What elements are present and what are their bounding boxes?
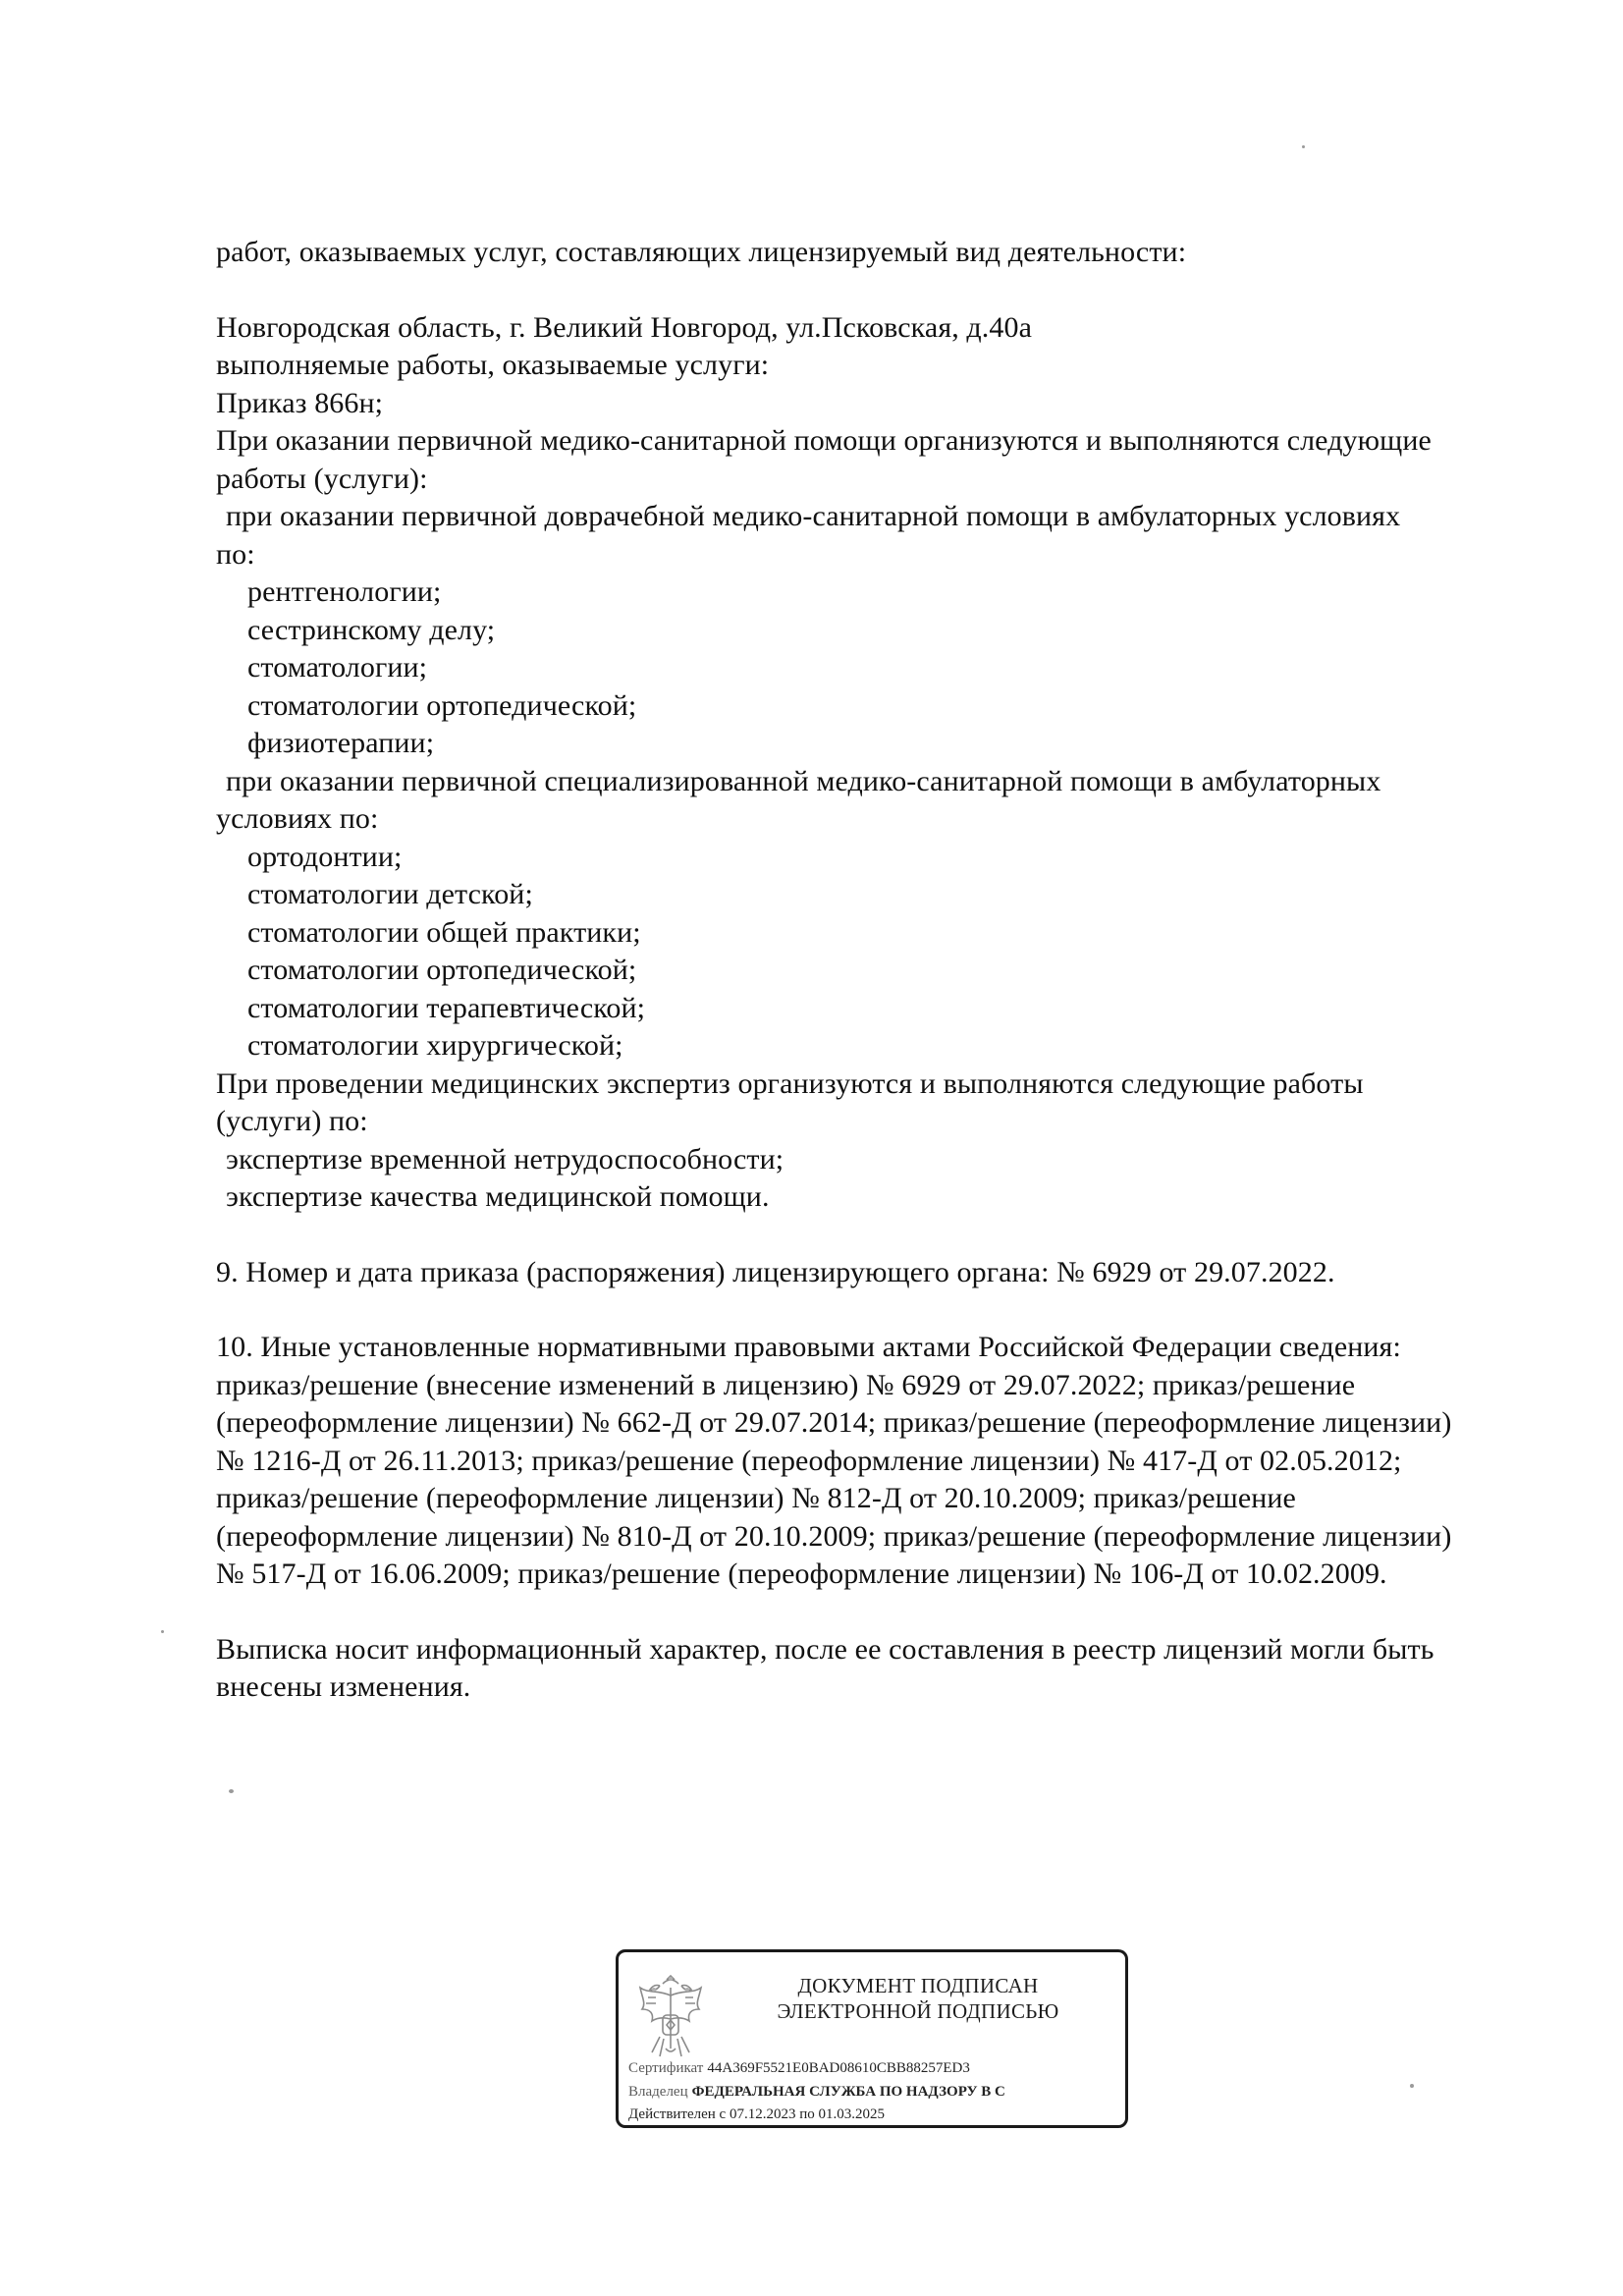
list-item: стоматологии терапевтической; [247, 991, 646, 1024]
section-10-line: приказ/решение (внесение изменений в лицензию) № 6929 от 29.07.2022; приказ/решение [216, 1368, 1356, 1401]
certificate-row [628, 2060, 970, 2077]
disclaimer-line: Выписка носит информационный характер, после ее составления в реестр лицензий могли быть [216, 1632, 1434, 1666]
section-10-line: 10. Иные установленные нормативными правовыми актами Российской Федерации сведения: [216, 1331, 1401, 1363]
lead-line: работ, оказываемых услуг, составляющих лицензируемый вид деятельности: [216, 236, 1187, 268]
list-item: стоматологии ортопедической; [247, 954, 637, 986]
expertise-heading-cont: (услуги) по: [216, 1105, 368, 1137]
section-10-line: приказ/решение (переоформление лицензии) № 812-Д от 20.10.2009; приказ/решение [216, 1482, 1296, 1514]
list-item: стоматологии; [247, 651, 428, 683]
double-headed-eagle-emblem-icon [630, 1974, 711, 2064]
section-10-line: № 517-Д от 16.06.2009; приказ/решение (переоформление лицензии) № 106-Д от 10.02.2009. [216, 1558, 1387, 1590]
electronic-signature-stamp [616, 1949, 1128, 2128]
list-item: ортодонтии; [247, 840, 403, 873]
stamp-heading-line-2: ЭЛЕКТРОННОЙ ПОДПИСЬЮ [777, 1999, 1059, 2023]
works-label: выполняемые работы, оказываемые услуги: [216, 349, 770, 381]
list-item: стоматологии детской; [247, 878, 533, 910]
primary-care-heading: При оказании первичной медико-санитарной помощи организуются и выполняются следующие [216, 424, 1432, 457]
owner-row [628, 2084, 1005, 2101]
pre-doctor-heading-cont: по: [216, 537, 255, 571]
list-item: стоматологии общей практики; [247, 915, 641, 949]
list-item: стоматологии хирургической; [247, 1029, 623, 1062]
owner-label: Владелец [628, 2084, 688, 2100]
section-10-line: (переоформление лицензии) № 662-Д от 29.07.2014; приказ/решение (переоформление лицензии) [216, 1406, 1452, 1439]
order-reference: Приказ 866н; [216, 386, 384, 419]
list-item: экспертизе качества медицинской помощи. [226, 1180, 770, 1213]
scan-speck [1302, 145, 1305, 148]
owner-value: ФЕДЕРАЛЬНАЯ СЛУЖБА ПО НАДЗОРУ В С [691, 2084, 1005, 2100]
address-line: Новгородская область, г. Великий Новгород, ул.Псковская, д.40а [216, 310, 1032, 344]
pre-doctor-heading: при оказании первичной доврачебной медико-санитарной помощи в амбулаторных условиях [226, 500, 1401, 532]
specialized-heading-cont: условиях по: [216, 802, 379, 835]
list-item: сестринскому делу; [247, 613, 496, 646]
section-9: 9. Номер и дата приказа (распоряжения) лицензирующего органа: № 6929 от 29.07.2022. [216, 1255, 1335, 1288]
list-item: экспертизе временной нетрудоспособности; [226, 1142, 784, 1175]
disclaimer-line: внесены изменения. [216, 1670, 471, 1703]
stamp-heading-line-1: ДОКУМЕНТ ПОДПИСАН [797, 1974, 1039, 1997]
scan-speck [229, 1789, 234, 1793]
section-10-line: (переоформление лицензии) № 810-Д от 20.10.2009; приказ/решение (переоформление лицензии) [216, 1519, 1452, 1553]
document-body [216, 234, 1551, 1707]
expertise-heading: При проведении медицинских экспертиз организуются и выполняются следующие работы [216, 1066, 1364, 1100]
list-item: физиотерапии; [247, 727, 435, 759]
certificate-value: 44A369F5521E0BAD08610CBB88257ED3 [707, 2060, 970, 2076]
list-item: стоматологии ортопедической; [247, 688, 637, 722]
specialized-heading: при оказании первичной специализированной медико-санитарной помощи в амбулаторных [226, 764, 1381, 797]
section-10-line: № 1216-Д от 26.11.2013; приказ/решение (переоформление лицензии) № 417-Д от 02.05.2012; [216, 1444, 1402, 1477]
list-item: рентгенологии; [247, 575, 442, 608]
certificate-label: Сертификат [628, 2060, 704, 2076]
scan-speck [161, 1630, 164, 1633]
primary-care-heading-cont: работы (услуги): [216, 462, 428, 495]
validity-row: Действителен с 07.12.2023 по 01.03.2025 [628, 2106, 885, 2122]
scan-speck [1410, 2084, 1414, 2088]
